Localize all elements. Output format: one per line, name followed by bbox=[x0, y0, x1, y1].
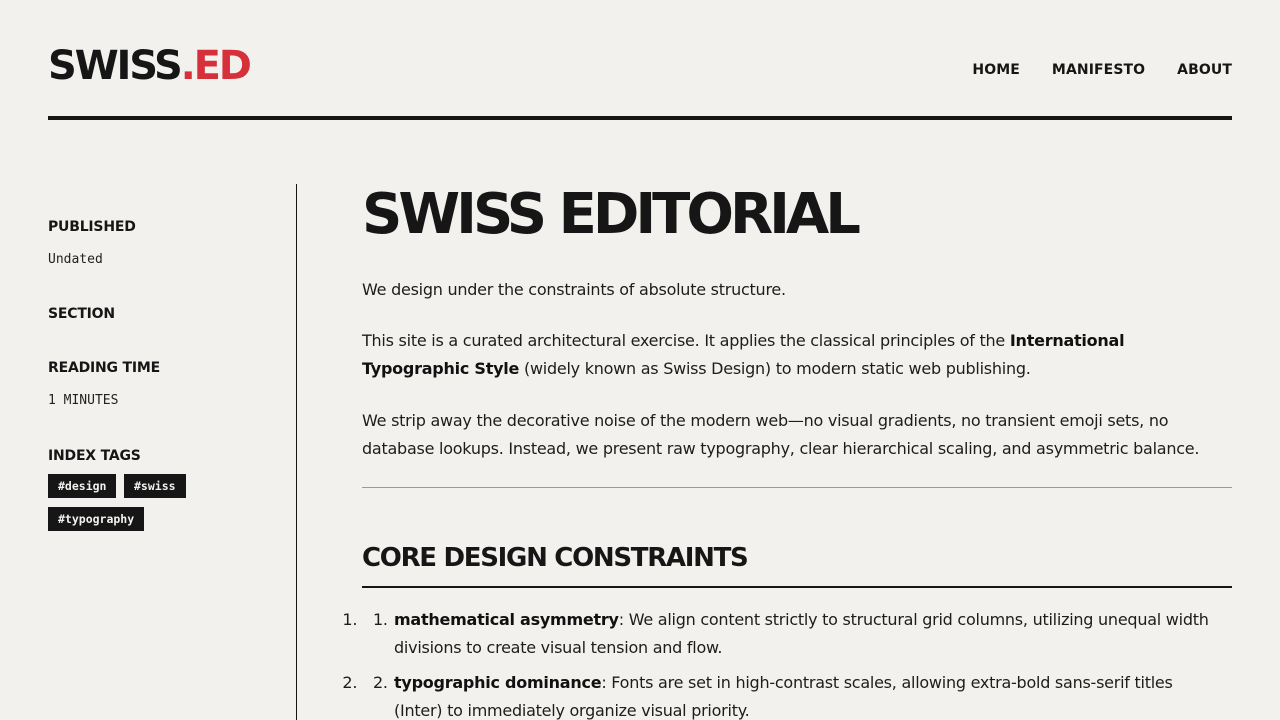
list-item-text bbox=[394, 669, 1224, 720]
paragraph-2-emphasis: International Typographic Style bbox=[362, 331, 1125, 378]
nav-manifesto-link[interactable]: MANIFESTO bbox=[1051, 62, 1146, 78]
list-item-text bbox=[394, 606, 1224, 661]
published-label: PUBLISHED bbox=[48, 219, 136, 235]
tag-typography[interactable]: #typography bbox=[48, 507, 144, 531]
article-meta-sidebar bbox=[48, 184, 297, 720]
list-item-description: : We align content strictly to structural grid columns, utilizing unequal width divisions to create visual tension and flow. bbox=[394, 610, 1209, 657]
index-tags-label: INDEX TAGS bbox=[48, 448, 141, 464]
section-heading-rule bbox=[362, 586, 1232, 588]
reading-time-label: READING TIME bbox=[48, 360, 160, 376]
article-paragraph-2 bbox=[362, 327, 1162, 382]
list-item bbox=[362, 669, 1232, 720]
section-label: SECTION bbox=[48, 306, 115, 322]
main-nav bbox=[972, 61, 1232, 79]
nav-home-link[interactable]: HOME bbox=[972, 62, 1020, 78]
article-paragraph-3: We strip away the decorative noise of the modern web—no visual gradients, no transient emoji sets, no database lookups. Instead, we present raw typography, clear hierarchical scaling, and asymmetric balance. bbox=[362, 411, 1200, 458]
published-value: Undated bbox=[48, 252, 103, 267]
list-item-term: typographic dominance bbox=[394, 673, 602, 692]
list-item-term: mathematical asymmetry bbox=[394, 610, 619, 629]
site-logo[interactable] bbox=[48, 44, 250, 88]
site-header bbox=[48, 0, 1232, 120]
list-item-number: 2. 2. bbox=[373, 673, 388, 692]
paragraph-2-text-end: (widely known as Swiss Design) to modern static web publishing. bbox=[519, 358, 1031, 378]
list-item bbox=[362, 606, 1232, 657]
tag-design[interactable]: #design bbox=[48, 474, 116, 498]
section-heading: CORE DESIGN CONSTRAINTS bbox=[362, 543, 748, 573]
article-title: SWISS EDITORIAL bbox=[362, 182, 857, 247]
list-item-description: : Fonts are set in high-contrast scales, allowing extra-bold sans-serif titles (Inter) to immediately organize visual priority. bbox=[394, 673, 1173, 720]
tag-swiss[interactable]: #swiss bbox=[124, 474, 186, 498]
logo-main: SWISS bbox=[48, 43, 181, 89]
list-item-number: 1. 1. bbox=[373, 610, 388, 629]
logo-accent: .ED bbox=[180, 43, 250, 89]
reading-time-value: 1 MINUTES bbox=[48, 393, 119, 408]
nav-about-link[interactable]: ABOUT bbox=[1177, 62, 1232, 78]
article-intro: We design under the constraints of absolute structure. bbox=[362, 280, 786, 299]
section-divider bbox=[362, 487, 1232, 488]
paragraph-2-text-start: This site is a curated architectural exercise. It applies the classical principles of the bbox=[362, 331, 1010, 350]
